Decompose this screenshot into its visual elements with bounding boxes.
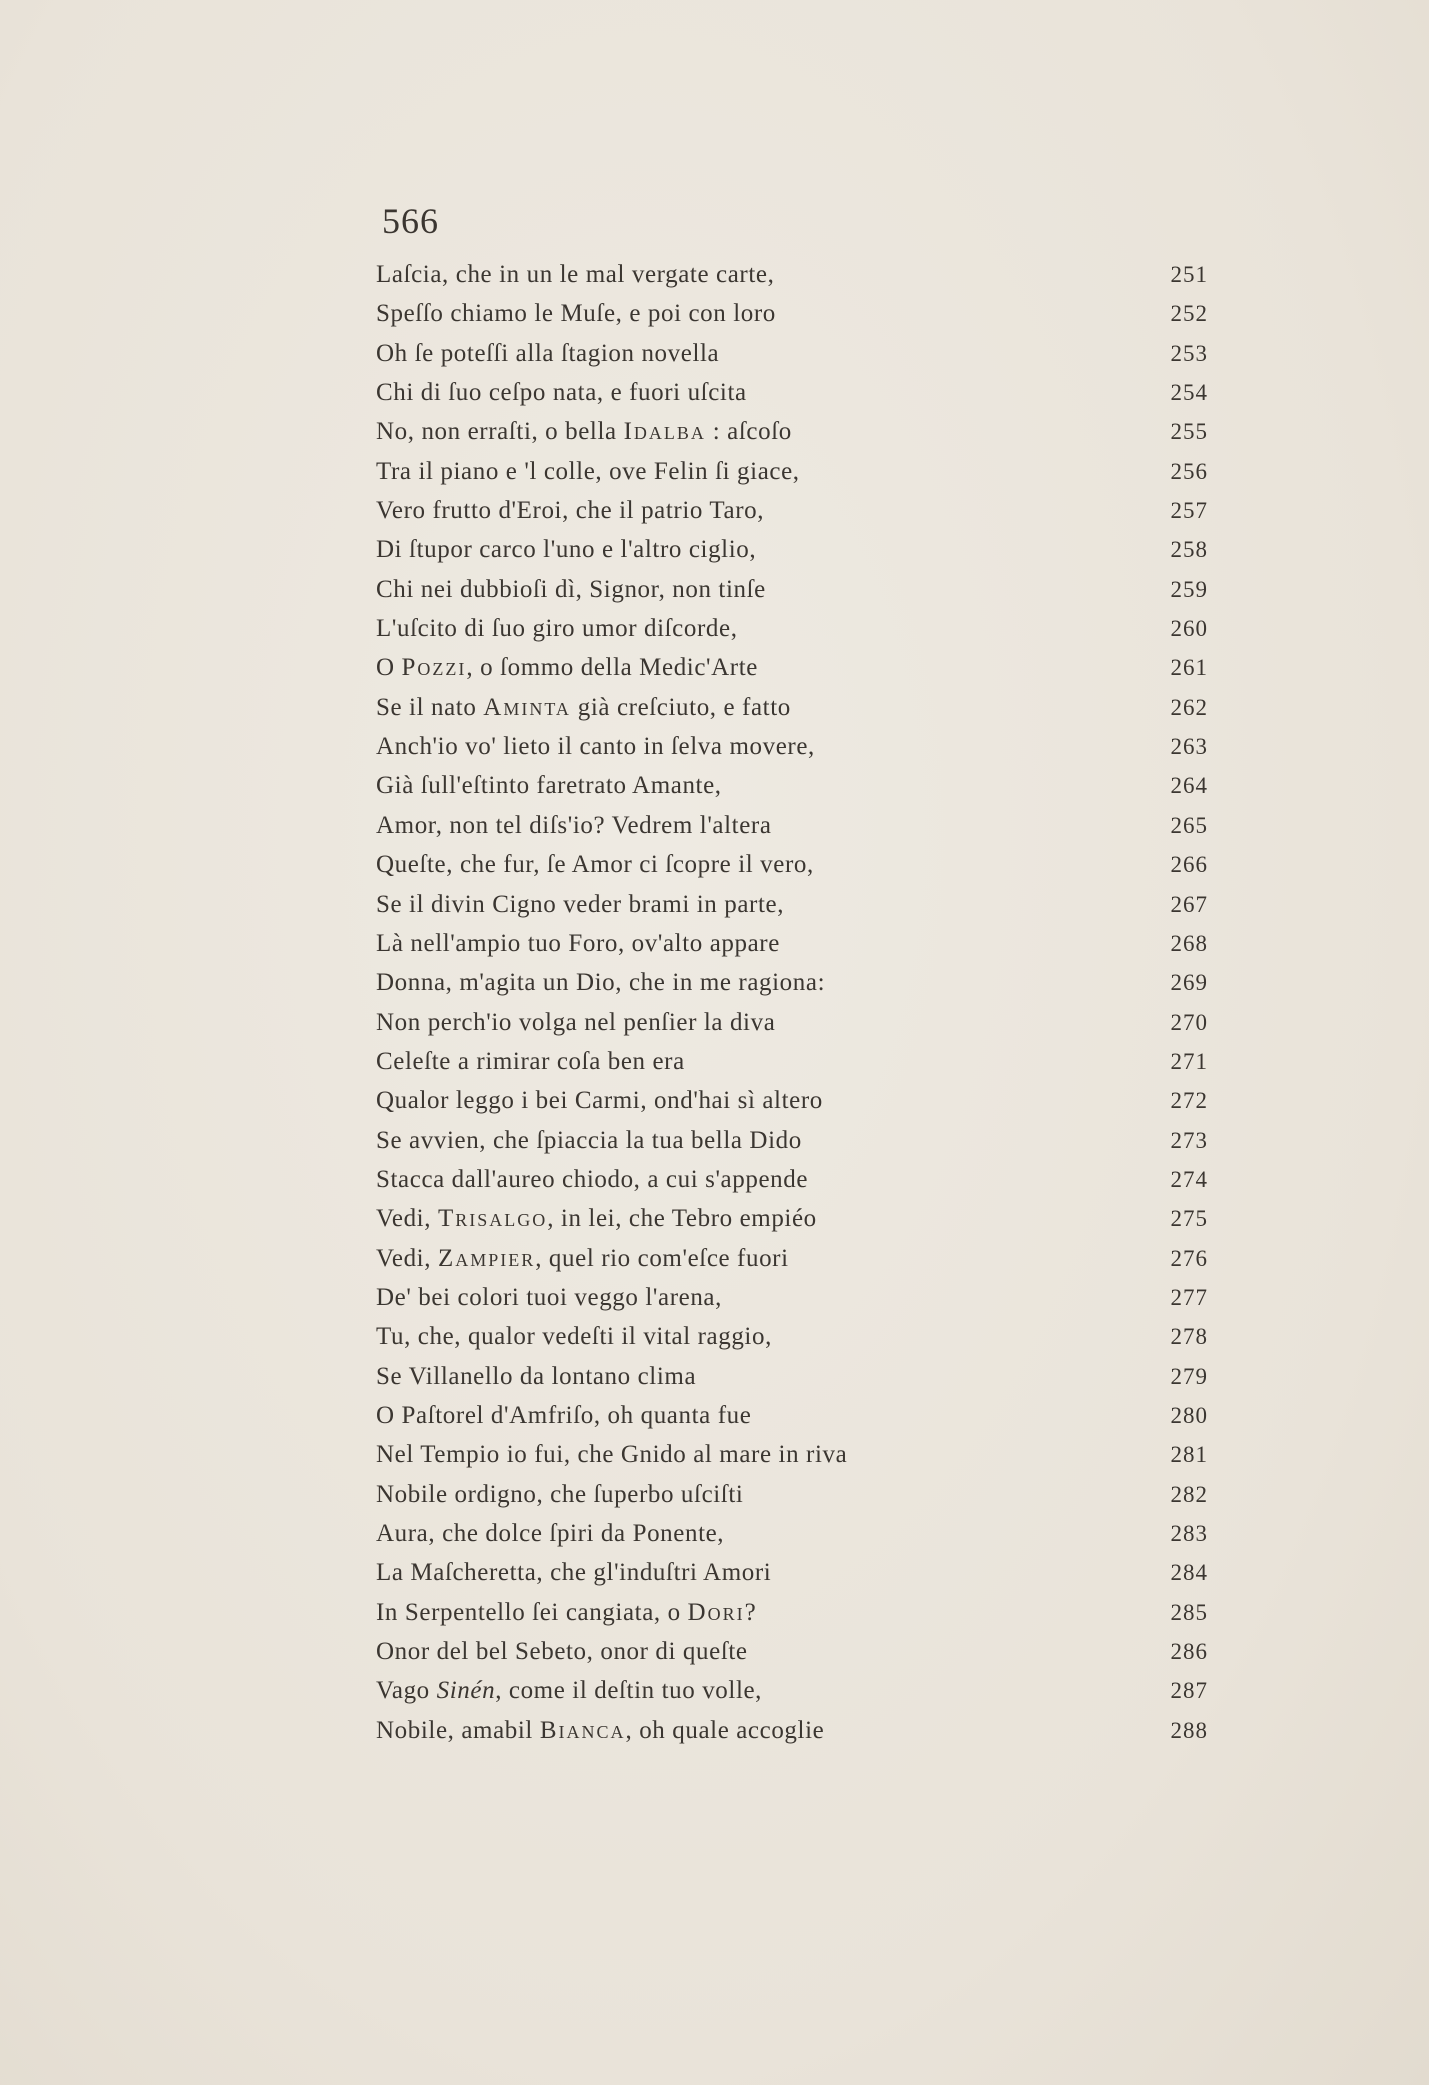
entry-text: Stacca dall'aureo chiodo, a cui s'appende xyxy=(376,1165,809,1193)
entry-page-number: 266 xyxy=(1170,852,1208,878)
index-entry xyxy=(376,1357,1208,1396)
entry-text: Donna, m'agita un Dio, che in me ragiona: xyxy=(376,969,826,997)
entry-text: Vero frutto d'Eroi, che il patrio Taro, xyxy=(376,497,765,525)
entry-incipit xyxy=(376,1081,823,1120)
index-entry xyxy=(376,412,1208,451)
entry-text: Laſcia, che in un le mal vergate carte, xyxy=(376,261,775,288)
entry-name-smallcaps: Trisalgo xyxy=(437,1205,548,1233)
entry-page-number: 272 xyxy=(1170,1088,1208,1114)
entry-incipit xyxy=(376,766,722,805)
index-entry xyxy=(376,1160,1208,1199)
entry-incipit xyxy=(376,924,780,963)
index-entry xyxy=(376,1711,1208,1750)
entry-incipit xyxy=(376,688,791,727)
index-entry xyxy=(376,1317,1208,1356)
index-entry xyxy=(376,806,1208,845)
entry-text: , oh quale accoglie xyxy=(625,1716,825,1744)
entry-page-number: 270 xyxy=(1170,1009,1208,1035)
entry-page-number: 253 xyxy=(1170,340,1208,366)
entry-text: ? xyxy=(744,1598,757,1626)
entry-incipit xyxy=(376,570,766,609)
entry-incipit xyxy=(376,255,774,294)
entry-incipit xyxy=(376,373,747,412)
index-entry xyxy=(376,452,1208,491)
entry-text: Vedi, xyxy=(376,1244,438,1272)
entry-page-number: 268 xyxy=(1170,930,1208,956)
entry-text: Chi di ſuo ceſpo nata, e fuori uſcita xyxy=(376,379,747,407)
index-entry xyxy=(376,1553,1208,1592)
index-entry xyxy=(376,334,1208,373)
entry-name-smallcaps: Idalba xyxy=(623,418,706,446)
entry-page-number: 251 xyxy=(1170,262,1208,287)
index-entry xyxy=(376,570,1208,609)
entry-text: Qualor leggo i bei Carmi, ond'hai sì altero xyxy=(376,1087,823,1115)
entry-incipit xyxy=(376,1121,802,1160)
entry-text: O xyxy=(376,654,402,682)
entry-page-number: 278 xyxy=(1170,1324,1208,1350)
entry-page-number: 280 xyxy=(1170,1402,1208,1428)
entry-text: Se il nato xyxy=(376,693,484,721)
entry-page-number: 260 xyxy=(1170,616,1208,642)
entry-incipit xyxy=(376,609,738,648)
index-entry xyxy=(376,766,1208,805)
entry-name-smallcaps: Zampier xyxy=(437,1244,536,1272)
entry-page-number: 255 xyxy=(1170,419,1208,445)
entry-page-number: 254 xyxy=(1170,380,1208,406)
entry-text: Se il divin Cigno veder brami in parte, xyxy=(376,890,785,918)
index-entry xyxy=(376,1435,1208,1474)
entry-incipit xyxy=(376,491,764,530)
index-entry xyxy=(376,1396,1208,1435)
index-entry xyxy=(376,1199,1208,1238)
index-entry xyxy=(376,609,1208,648)
entry-incipit xyxy=(376,1396,751,1435)
entry-text: già creſciuto, e fatto xyxy=(570,693,791,721)
entry-page-number: 259 xyxy=(1170,576,1208,602)
entry-name-italic: Sinén xyxy=(436,1677,496,1705)
entry-page-number: 273 xyxy=(1170,1127,1208,1153)
entry-page-number: 267 xyxy=(1170,891,1208,917)
index-entry xyxy=(376,1239,1208,1278)
entry-page-number: 277 xyxy=(1170,1284,1208,1310)
entry-name-smallcaps: Aminta xyxy=(483,693,571,721)
entry-incipit xyxy=(376,1593,756,1632)
index-entry xyxy=(376,727,1208,766)
index-entry xyxy=(376,1593,1208,1632)
index-entry xyxy=(376,1514,1208,1553)
entry-text: Nobile, amabil xyxy=(376,1716,540,1744)
entry-text: O Paſtorel d'Amfriſo, oh quanta fue xyxy=(376,1401,752,1429)
entry-incipit xyxy=(376,1042,685,1081)
index-entry xyxy=(376,1003,1208,1042)
page-number: 566 xyxy=(382,201,439,241)
entry-page-number: 258 xyxy=(1170,537,1208,563)
index-entry xyxy=(376,688,1208,727)
entry-incipit xyxy=(376,1003,775,1042)
entry-page-number: 269 xyxy=(1170,970,1208,996)
entry-page-number: 276 xyxy=(1170,1245,1208,1271)
entry-incipit xyxy=(376,1435,847,1474)
entry-page-number: 282 xyxy=(1170,1481,1208,1507)
entry-text: Non perch'io volga nel penſier la diva xyxy=(376,1008,776,1036)
entry-page-number: 256 xyxy=(1170,458,1208,484)
entry-incipit xyxy=(376,1671,762,1710)
entry-text: L'uſcito di ſuo giro umor diſcorde, xyxy=(376,615,738,643)
entry-page-number: 275 xyxy=(1170,1206,1208,1232)
entry-text: Tra il piano e 'l colle, ove Felin ſi giace, xyxy=(376,457,800,485)
entry-page-number: 265 xyxy=(1170,812,1208,838)
index-entry xyxy=(376,885,1208,924)
entry-text: Già ſull'eſtinto faretrato Amante, xyxy=(376,772,722,800)
entry-page-number: 287 xyxy=(1170,1678,1208,1704)
entry-incipit xyxy=(376,806,772,845)
index-entry xyxy=(376,1042,1208,1081)
index-entry xyxy=(376,924,1208,963)
entry-page-number: 281 xyxy=(1170,1442,1208,1468)
entry-text: Oh ſe poteſſi alla ſtagion novella xyxy=(376,339,720,367)
entry-text: Onor del bel Sebeto, onor di queſte xyxy=(376,1638,748,1666)
entry-text: , quel rio com'eſce fuori xyxy=(535,1244,789,1272)
entry-text: Nobile ordigno, che ſuperbo uſciſti xyxy=(376,1480,744,1508)
entry-page-number: 283 xyxy=(1170,1521,1208,1546)
index-entry xyxy=(376,491,1208,530)
entry-page-number: 264 xyxy=(1170,773,1208,799)
entry-incipit xyxy=(376,1357,696,1396)
entry-incipit xyxy=(376,1475,743,1514)
index-entry xyxy=(376,1278,1208,1317)
index-entry xyxy=(376,530,1208,569)
entry-incipit xyxy=(376,452,800,491)
entry-text: Anch'io vo' lieto il canto in ſelva movere, xyxy=(376,733,815,761)
entry-text: Speſſo chiamo le Muſe, e poi con loro xyxy=(376,300,776,328)
entry-text: Di ſtupor carco l'uno e l'altro ciglio, xyxy=(376,536,757,564)
entry-page-number: 279 xyxy=(1170,1363,1208,1389)
entry-text: Vago xyxy=(376,1677,437,1705)
entry-page-number: 262 xyxy=(1170,694,1208,720)
index-entry xyxy=(376,1081,1208,1120)
entry-text: Chi nei dubbioſi dì, Signor, non tinſe xyxy=(376,575,766,603)
entry-incipit xyxy=(376,1514,724,1553)
entry-page-number: 252 xyxy=(1170,301,1208,327)
entry-text: Se Villanello da lontano clima xyxy=(376,1362,697,1390)
entry-text: Tu, che, qualor vedeſti il vital raggio, xyxy=(376,1323,772,1351)
entry-page-number: 274 xyxy=(1170,1166,1208,1192)
entry-incipit xyxy=(376,885,784,924)
index-entry xyxy=(376,373,1208,412)
entry-incipit xyxy=(376,1632,748,1671)
entry-incipit xyxy=(376,845,814,884)
index-entry xyxy=(376,294,1208,333)
entry-page-number: 286 xyxy=(1170,1639,1208,1665)
entry-name-smallcaps: Pozzi xyxy=(401,654,467,682)
entry-incipit xyxy=(376,412,792,451)
index-list xyxy=(376,255,1208,1750)
entry-text: Queſte, che fur, ſe Amor ci ſcopre il vero, xyxy=(376,851,814,879)
entry-page-number: 288 xyxy=(1170,1717,1208,1743)
index-entry xyxy=(376,648,1208,687)
entry-text: Se avvien, che ſpiaccia la tua bella Dido xyxy=(376,1126,802,1154)
index-entry xyxy=(376,255,1208,294)
entry-page-number: 261 xyxy=(1170,655,1208,681)
index-entry xyxy=(376,963,1208,1002)
entry-name-smallcaps: Bianca xyxy=(539,1716,626,1744)
entry-incipit xyxy=(376,963,825,1002)
index-entry xyxy=(376,1475,1208,1514)
index-entry xyxy=(376,1671,1208,1710)
entry-page-number: 284 xyxy=(1170,1560,1208,1586)
entry-incipit xyxy=(376,1278,722,1317)
entry-incipit xyxy=(376,1711,824,1750)
entry-page-number: 257 xyxy=(1170,498,1208,524)
entry-text: In Serpentello ſei cangiata, o xyxy=(376,1598,688,1626)
index-entry xyxy=(376,1121,1208,1160)
entry-page-number: 285 xyxy=(1170,1599,1208,1625)
entry-incipit xyxy=(376,1160,808,1199)
entry-text: Aura, che dolce ſpiri da Ponente, xyxy=(376,1520,725,1547)
entry-text: , o ſommo della Medic'Arte xyxy=(466,654,758,682)
entry-text: : aſcoſo xyxy=(705,418,792,446)
entry-name-smallcaps: Dori xyxy=(687,1598,745,1626)
entry-text: Vedi, xyxy=(376,1205,438,1233)
entry-incipit xyxy=(376,1239,789,1278)
entry-text: Amor, non tel diſs'io? Vedrem l'altera xyxy=(376,811,772,839)
index-entry xyxy=(376,1632,1208,1671)
entry-incipit xyxy=(376,334,719,373)
entry-text: , in lei, che Tebro empiéo xyxy=(547,1205,817,1233)
entry-text: No, non erraſti, o bella xyxy=(376,418,624,446)
entry-text: Là nell'ampio tuo Foro, ov'alto appare xyxy=(376,929,780,957)
entry-page-number: 271 xyxy=(1170,1048,1208,1074)
entry-incipit xyxy=(376,1199,817,1238)
entry-text: De' bei colori tuoi veggo l'arena, xyxy=(376,1283,722,1311)
entry-page-number: 263 xyxy=(1170,734,1208,760)
entry-incipit xyxy=(376,530,756,569)
entry-incipit xyxy=(376,1317,772,1356)
entry-incipit xyxy=(376,294,776,333)
entry-incipit xyxy=(376,727,815,766)
entry-incipit xyxy=(376,648,758,687)
entry-text: Nel Tempio io fui, che Gnido al mare in riva xyxy=(376,1441,848,1469)
entry-text: La Maſcheretta, che gl'induſtri Amori xyxy=(376,1559,772,1587)
index-entry xyxy=(376,845,1208,884)
entry-text: , come il deſtin tuo volle, xyxy=(495,1677,763,1705)
entry-incipit xyxy=(376,1553,771,1592)
entry-text: Celeſte a rimirar coſa ben era xyxy=(376,1047,685,1075)
